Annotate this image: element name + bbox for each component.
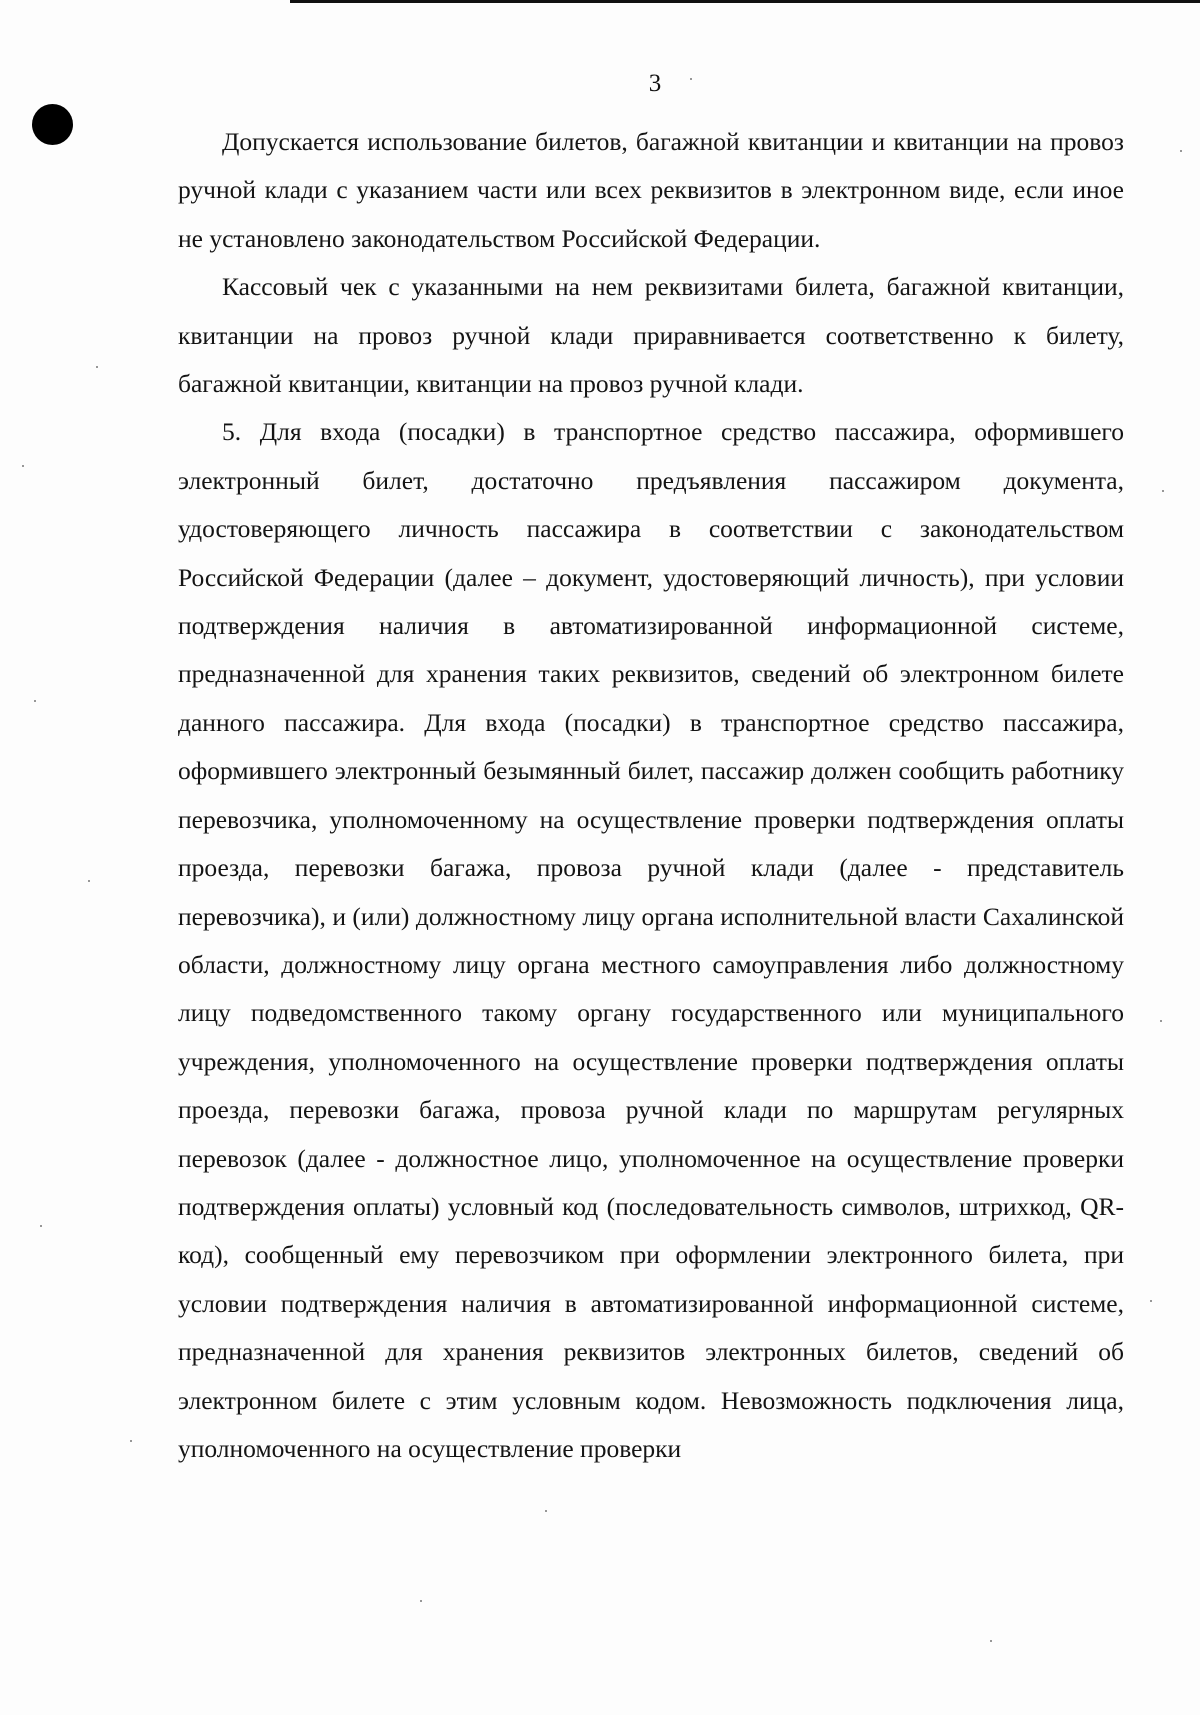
scan-speck bbox=[690, 78, 692, 80]
scan-speck bbox=[40, 1225, 42, 1227]
scan-speck bbox=[88, 880, 90, 882]
paragraph-boarding-rules: 5. Для входа (посадки) в транспортное средство пассажира, оформившего электронный билет, достаточно предъявления пассажиром документа, удостоверяющего личность пассажира в соответствии с законодательством Российской Федерации (далее – документ, удостоверяющий личность), при условии подтверждения наличия в автоматизированной информационной системе, предназначенной для хранения таких реквизитов, сведений об электронном билете данного пассажира. Для входа (посадки) в транспортное средство пассажира, оформившего электронный безымянный билет, пассажир должен сообщить работнику перевозчика, уполномоченному на осуществление проверки подтверждения оплаты проезда, перевозки багажа, провоза ручной клади (далее - представитель перевозчика), и (или) должностному лицу органа исполнительной власти Сахалинской области, должностному лицу органа местного самоуправления либо должностному лицу подведомственного такому органу государственного или муниципального учреждения, уполномоченного на осуществление проверки подтверждения оплаты проезда, перевозки багажа, провоза ручной клади по маршрутам регулярных перевозок (далее - должностное лицо, уполномоченное на осуществление проверки подтверждения оплаты) условный код (последовательность символов, штрихкод, QR-код), сообщенный ему перевозчиком при оформлении электронного билета, при условии подтверждения наличия в автоматизированной информационной системе, предназначенной для хранения реквизитов электронных билетов, сведений об электронном билете с этим условным кодом. Невозможность подключения лица, уполномоченного на осуществление проверки bbox=[178, 417, 1124, 1463]
scan-speck bbox=[1160, 1020, 1162, 1022]
scan-speck bbox=[96, 366, 98, 368]
scan-speck bbox=[1180, 150, 1182, 152]
document-body bbox=[178, 118, 1124, 1473]
paragraph-electronic-tickets: Допускается использование билетов, багажной квитанции и квитанции на провоз ручной клади с указанием части или всех реквизитов в электронном виде, если иное не установлено законодательством Российской Федерации. bbox=[178, 127, 1124, 253]
scan-speck bbox=[1162, 490, 1164, 492]
scan-speck bbox=[545, 1510, 547, 1512]
scan-speck bbox=[420, 1600, 422, 1602]
scan-speck bbox=[130, 1440, 132, 1442]
scan-speck bbox=[22, 465, 24, 467]
paragraph-cash-receipt: Кассовый чек с указанными на нем реквизитами билета, багажной квитанции, квитанции на провоз ручной клади приравнивается соответственно к билету, багажной квитанции, квитанции на провоз ручной клади. bbox=[178, 272, 1124, 399]
page-top-edge bbox=[290, 0, 1200, 3]
punch-hole bbox=[32, 104, 73, 145]
scan-speck bbox=[990, 1640, 992, 1642]
scan-speck bbox=[34, 700, 36, 702]
page-number: 3 bbox=[648, 70, 662, 97]
scan-speck bbox=[1150, 1300, 1152, 1302]
